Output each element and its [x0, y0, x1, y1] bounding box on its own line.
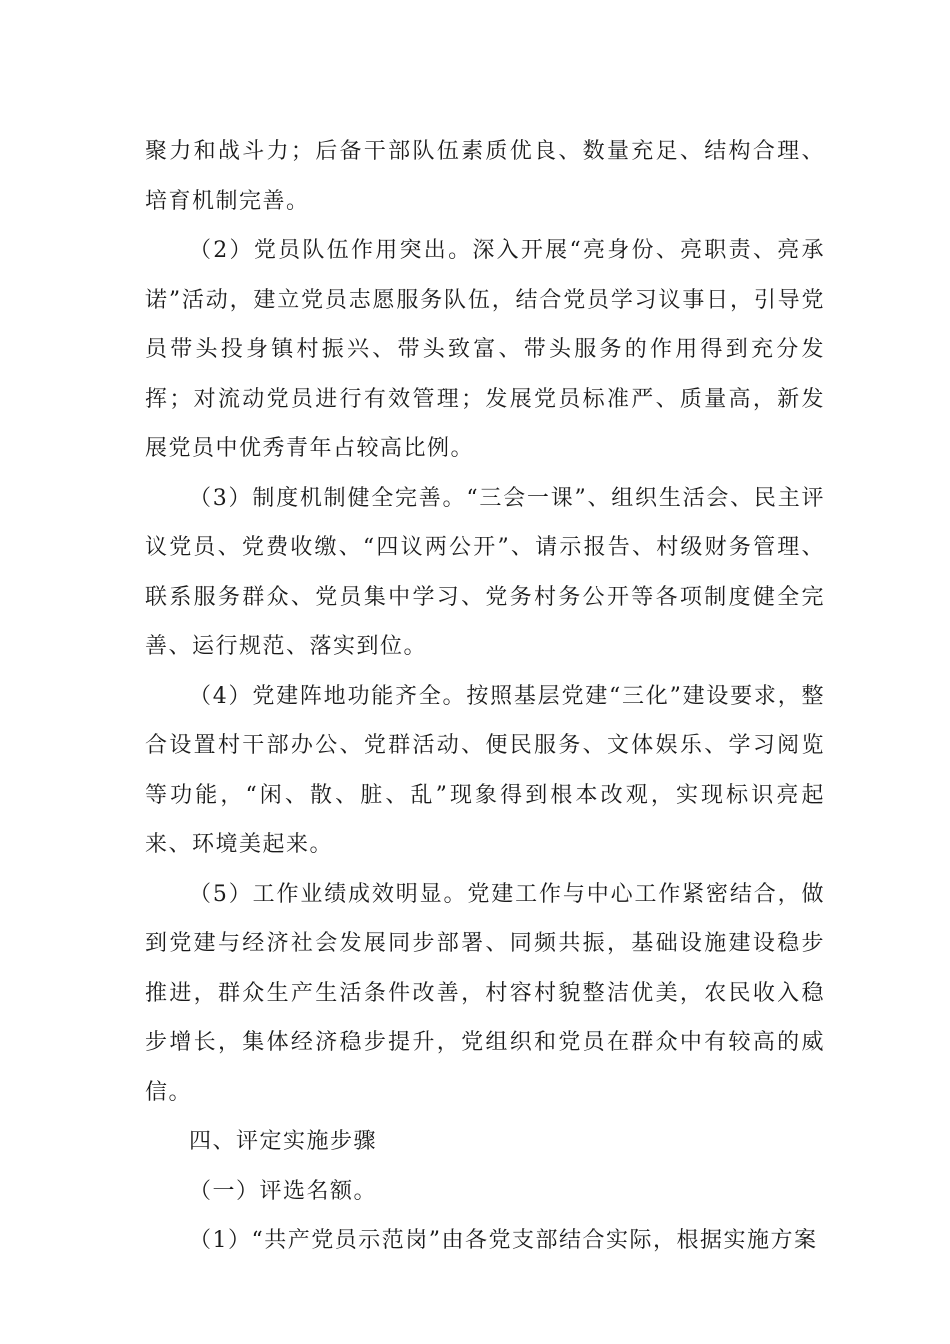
- paragraph-model-post: （1）“共产党员示范岗”由各党支部结合实际，根据实施方案: [189, 1228, 818, 1253]
- paragraph-institutional-mechanisms: （3）制度机制健全完善。“三会一课”、组织生活会、民主评议党员、党费收缴、“四议两公开”、请示报告、村级财务管理、联系服务群众、党员集中学习、党务村务公开等各项制度健全完善、运行规范、落实到位。: [145, 485, 825, 659]
- paragraph-work-performance: （5）工作业绩成效明显。党建工作与中心工作紧密结合，做到党建与经济社会发展同步部署、同频共振，基础设施建设稳步推进，群众生产生活条件改善，村容村貌整洁优美，农民收入稳步增长，集体经济稳步提升，党组织和党员在群众中有较高的威信。: [145, 881, 825, 1105]
- paragraph-party-building-venue: （4）党建阵地功能齐全。按照基层党建“三化”建设要求，整合设置村干部办公、党群活动、便民服务、文体娱乐、学习阅览等功能，“闲、散、脏、乱”现象得到根本改观，实现标识亮起来、环境美起来。: [145, 683, 825, 857]
- section-heading-evaluation-steps: 四、评定实施步骤: [189, 1129, 378, 1154]
- subsection-heading-quota: （一）评选名额。: [189, 1178, 378, 1204]
- document-body: [145, 127, 825, 1266]
- paragraph-party-members-role: （2）党员队伍作用突出。深入开展“亮身份、亮职责、亮承诺”活动，建立党员志愿服务队伍，结合党员学习议事日，引导党员带头投身镇村振兴、带头致富、带头服务的作用得到充分发挥；对流动党员进行有效管理；发展党员标准严、质量高，新发展党员中优秀青年占较高比例。: [145, 238, 825, 461]
- paragraph-continuation: 聚力和战斗力；后备干部队伍素质优良、数量充足、结构合理、培育机制完善。: [145, 139, 825, 214]
